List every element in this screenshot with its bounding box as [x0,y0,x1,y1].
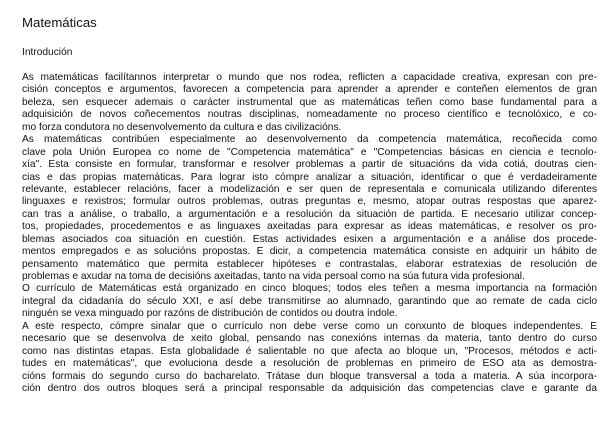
paragraph-line: cións formais do segundo curso do bacharelato. Trátase dun bloque transversal a toda a materia. A súa incorpora- [22,370,597,382]
paragraph-line: tos, propiedades, procedementos e as linguaxes axeitadas para expresar as ideas matemáticas, e resolver os pro- [22,221,597,233]
paragraph-line: A este respecto, cómpre sinalar que o currículo non debe verse como un conxunto de bloques independentes. É [22,320,597,332]
paragraph-line: cias e das propias matemáticas. Para lograr isto cómpre analizar a situación, identificar o que é verdadeiramente [22,171,597,183]
paragraph-line: As matemáticas facilítannos interpretar o mundo que nos rodea, reflicten a capacidade creativa, expresan con pre- [22,72,597,83]
paragraph-line: ción dentro dos outros bloques será a principal responsable da adquisición das competencias clave e garante da [22,382,597,394]
paragraph [22,283,597,320]
paragraph-line: blemas asociados coa situación en cuestión. Estas actividades esixen a argumentación e a análise dos procede- [22,233,597,245]
paragraph-line: can tras a análise, o traballo, a argumentación e a resolución da situación de partida. É necesario utilizar concep- [22,208,597,220]
page-title: Matemáticas [22,15,97,30]
paragraph-line: mentos empregados e as solucións propostas. É dicir, a competencia matemática consiste en adquirir un hábito de [22,246,597,258]
paragraph-line: As matemáticas contribúen especialmente ao desenvolvemento da competencia matemática, recoñecida como [22,134,597,146]
paragraph-line: cisión conceptos e argumentos, favorecen a competencia para aprender a aprender e conteñen elementos de gran [22,84,597,96]
paragraph-line: mo forza condutora no desenvolvemento da cultura e das civilizacións. [22,121,342,133]
paragraph-line: relevante, establecer relacións, facer a modelización e ser quen de representala e comunicala utilizando diferentes [22,183,597,195]
paragraph-line: clave pola Unión Europea co nome de "Competencia matemática" e "Competencias básicas en ciencia e tecnolo- [22,146,597,158]
paragraph-line: linguaxes e rexistros; formular outros problemas, outras preguntas e, mesmo, atopar outras respostas que aparez- [22,196,597,208]
paragraph-line: O currículo de Matemáticas está organizado en cinco bloques; todos eles teñen a mesma importancia na formación [22,283,597,295]
paragraph [22,321,597,396]
section-heading: Introdución [22,47,73,58]
paragraph-line: tudes en matemáticas", que evoluciona desde a resolución de problemas en primeiro de ESO ata as demostra- [22,358,597,370]
paragraph-line: pensamento matemático que permita establecer hipóteses e contrastalas, elaborar estratexias de resolución de [22,258,597,270]
paragraph-line: adquisición de novos coñecementos noutras disciplinas, nomeadamente no proceso científico e tecnolóxico, e co- [22,109,597,121]
paragraph [22,72,597,134]
paragraph-line: beleza, sen esquecer ademais o carácter instrumental que as matemáticas teñen como base fundamental para a [22,96,597,108]
paragraph-line: ninguén se vexa minguado por razóns de distribución de contidos ou doutra índole. [22,308,398,320]
document-body [22,72,597,395]
paragraph-line: como nas distintas etapas. Esta globalidade é salientable no que afecta ao bloque un, "Procesos, métodos e acti- [22,345,597,357]
paragraph-line: necesario que se desenvolva de xeito global, pensando nas conexións internas da materia, tanto dentro do curso [22,333,597,345]
paragraph [22,134,597,283]
paragraph-line: problemas e axudar na toma de decisións axeitadas, tanto na vida persoal como na súa futura vida profesional. [22,271,525,282]
paragraph-line: xía". Esta consiste en formular, transformar e resolver problemas a partir de situacións da vida cotiá, doutras cien- [22,159,597,171]
paragraph-line: integral da cidadanía do século XXI, e así debe transmitirse ao alumnado, garantindo que ao remate de cada ciclo [22,295,597,307]
